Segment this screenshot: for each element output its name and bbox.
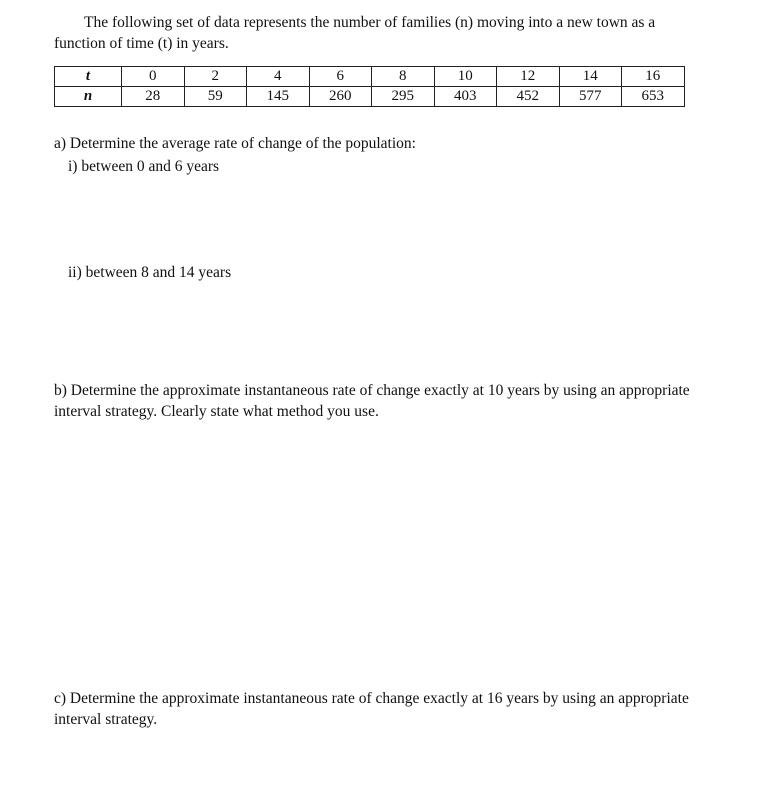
table-cell: 295	[372, 87, 435, 107]
table-cell: 16	[622, 67, 685, 87]
question-c	[54, 688, 754, 730]
table-cell: 8	[372, 67, 435, 87]
table-cell: 2	[184, 67, 247, 87]
question-b	[54, 380, 754, 422]
question-c-line-2: interval strategy.	[54, 711, 158, 728]
question-a-i: i) between 0 and 6 years	[68, 158, 220, 175]
question-b-line-1: b) Determine the approximate instantaneous rate of change exactly at 10 years by using an appropriate	[54, 382, 690, 399]
table-cell: 6	[309, 67, 372, 87]
table-cell: 4	[247, 67, 310, 87]
table-cell: 260	[309, 87, 372, 107]
table-cell: 452	[497, 87, 560, 107]
intro-paragraph	[54, 12, 744, 54]
intro-line-1: The following set of data represents the number of families (n) moving into a new town as a	[84, 14, 656, 31]
table-cell: 28	[122, 87, 185, 107]
row-label-t: t	[55, 67, 122, 87]
question-a-ii: ii) between 8 and 14 years	[68, 264, 232, 281]
table-cell: 12	[497, 67, 560, 87]
table-cell: 0	[122, 67, 185, 87]
intro-line-2: function of time (t) in years.	[54, 35, 229, 52]
table-cell: 10	[434, 67, 497, 87]
table-cell: 145	[247, 87, 310, 107]
table-cell: 403	[434, 87, 497, 107]
table-row-t	[55, 67, 685, 87]
question-c-line-1: c) Determine the approximate instantaneous rate of change exactly at 16 years by using an appropriate	[54, 690, 689, 707]
table-cell: 14	[559, 67, 622, 87]
table-cell: 653	[622, 87, 685, 107]
table-cell: 577	[559, 87, 622, 107]
row-label-n: n	[55, 87, 122, 107]
data-table	[54, 66, 685, 107]
table-cell: 59	[184, 87, 247, 107]
question-a: a) Determine the average rate of change of the population:	[54, 135, 416, 152]
question-b-line-2: interval strategy. Clearly state what method you use.	[54, 403, 379, 420]
table-row-n	[55, 87, 685, 107]
